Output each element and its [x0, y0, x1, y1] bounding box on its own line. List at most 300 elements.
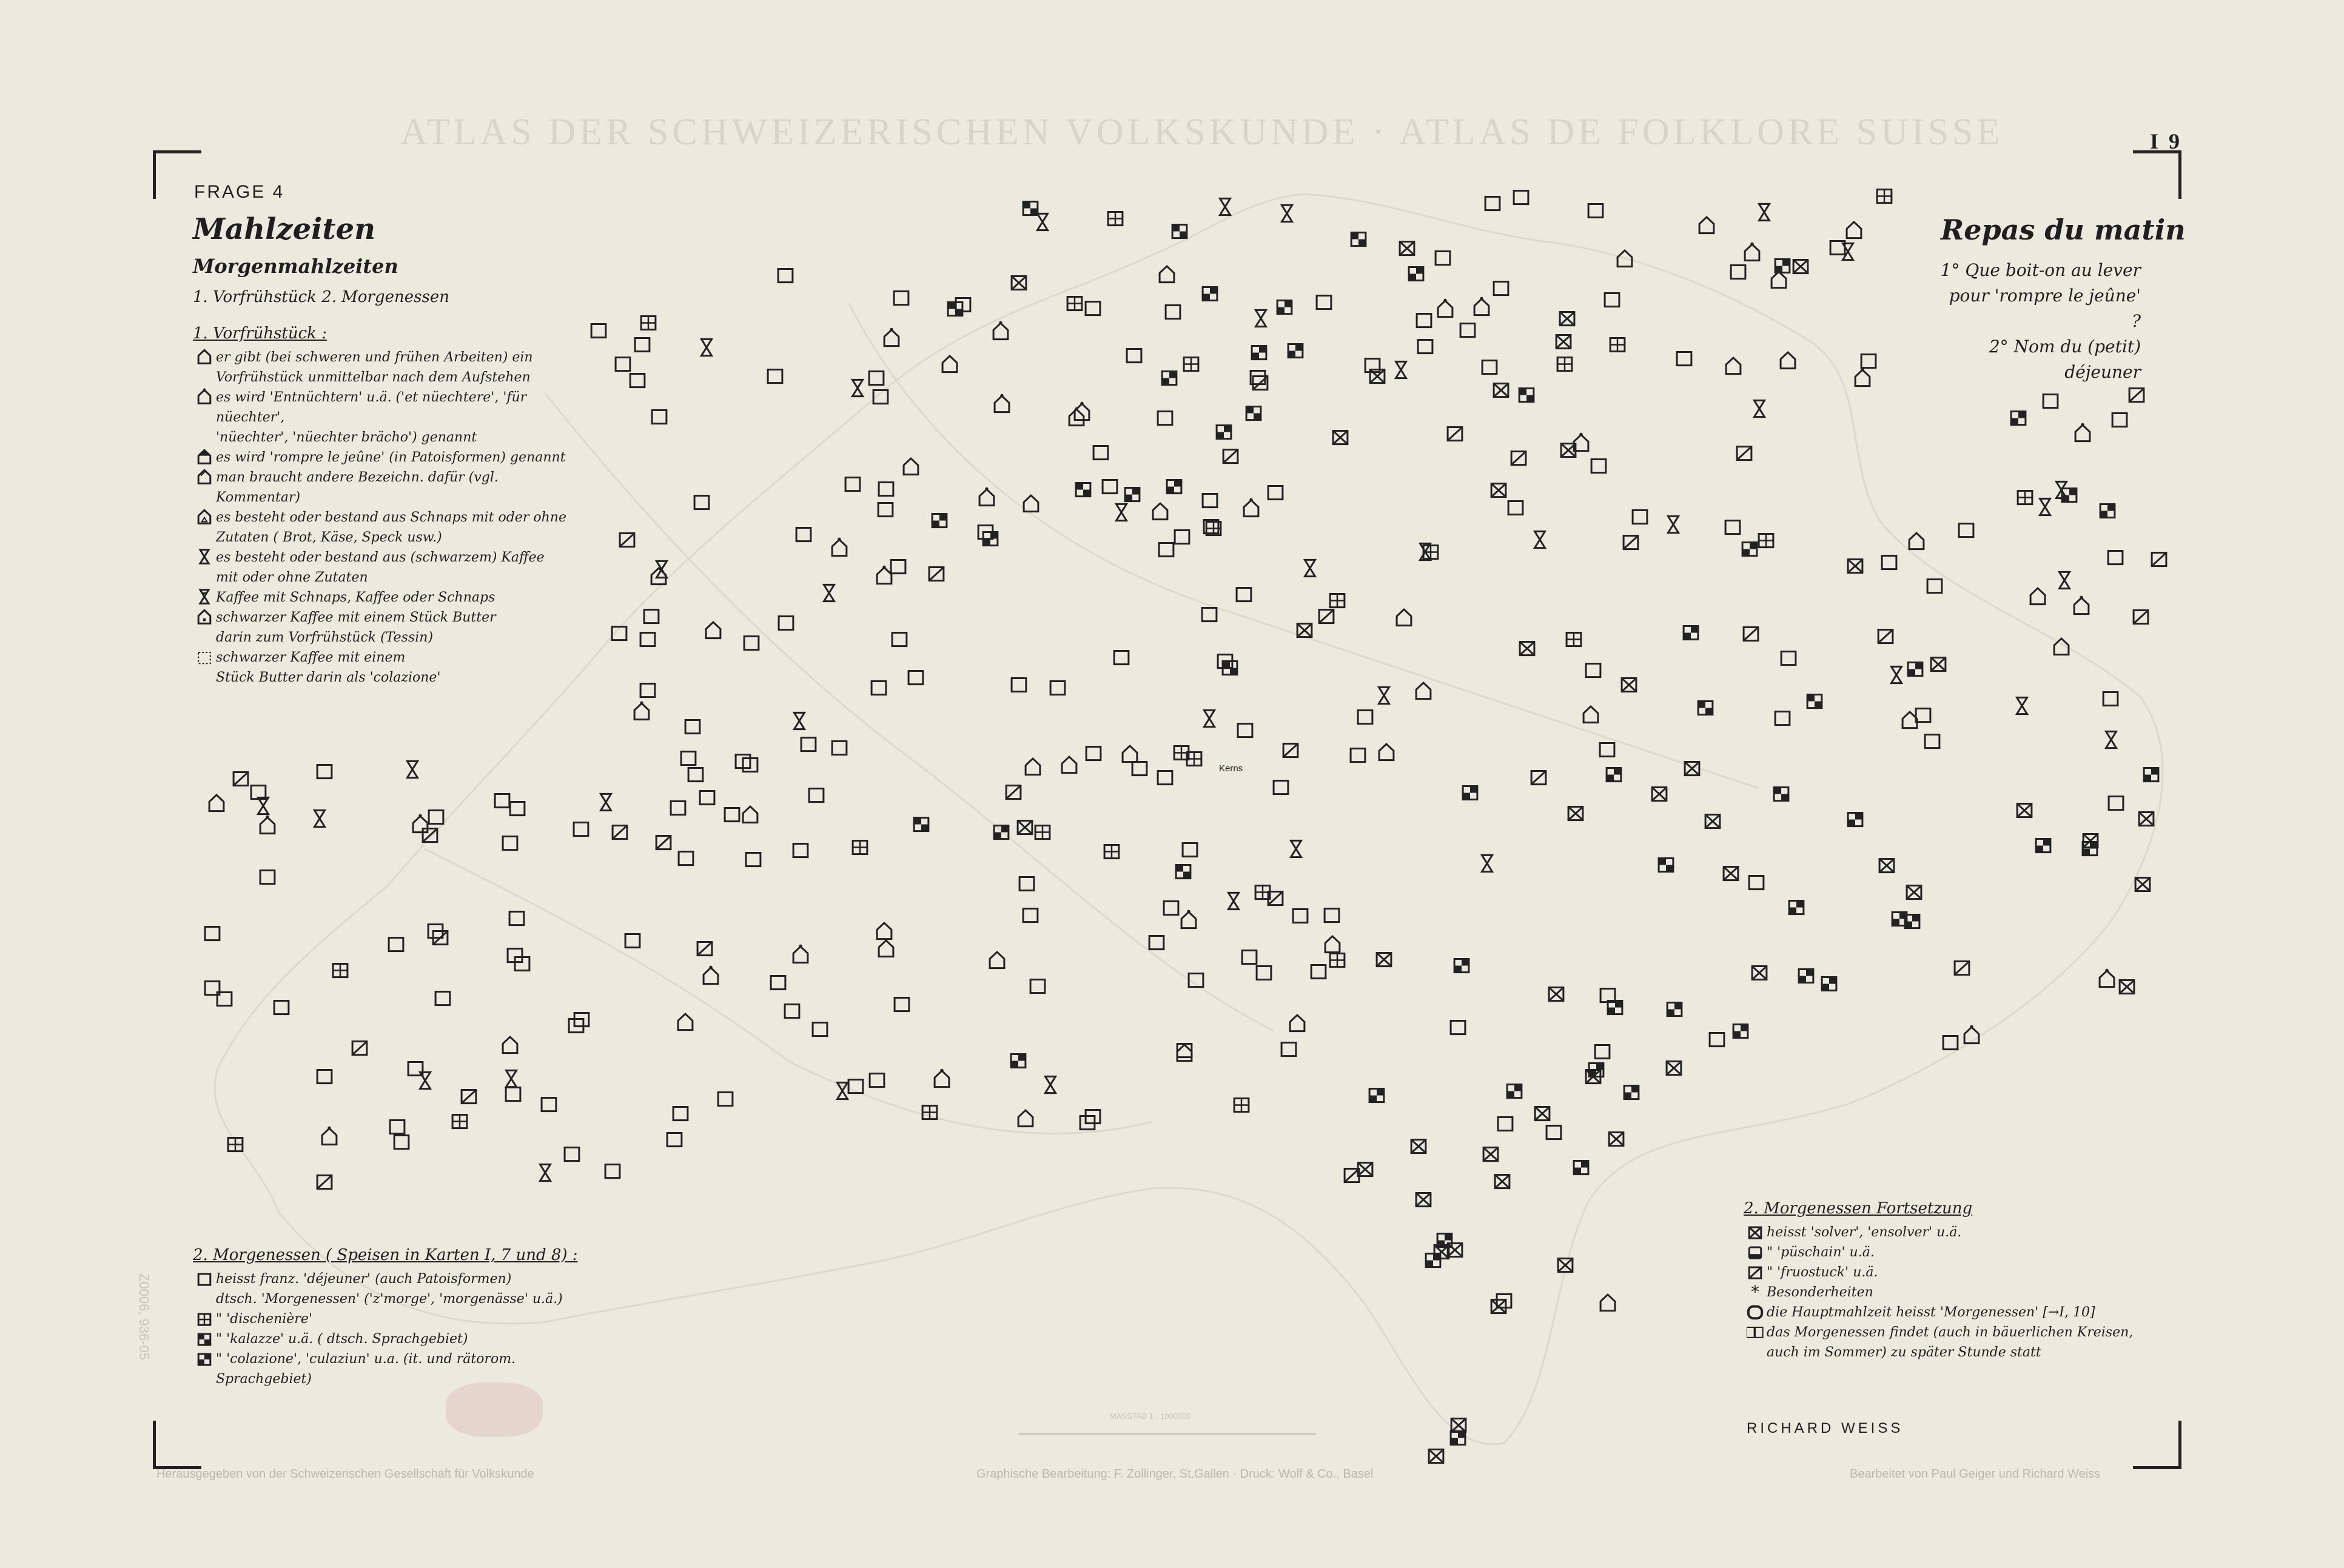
- house-dot-icon: [1438, 299, 1452, 317]
- square-icon: [845, 478, 860, 491]
- square-icon: [1710, 1033, 1724, 1047]
- house-dot-icon: [413, 814, 428, 833]
- checker-square-icon: [1351, 233, 1366, 246]
- house-dot-icon: [1745, 243, 1759, 261]
- square-icon: [1677, 352, 1691, 366]
- legend-row: [1744, 1282, 2180, 1302]
- checker-square-icon: [1659, 859, 1673, 872]
- cross-square-icon: [1483, 1148, 1498, 1161]
- square-icon: [778, 269, 793, 283]
- square-icon: [2103, 692, 2118, 706]
- house-filled-roof-icon: [193, 447, 216, 466]
- legend-text: 'nüechter', 'nüechter brächo') genannt: [216, 430, 477, 445]
- checker-dark-square-icon: [1288, 344, 1303, 358]
- cross-square-icon: [1494, 384, 1508, 397]
- square-icon: [694, 496, 709, 509]
- legend-text: Kaffee mit Schnaps, Kaffee oder Schnaps: [216, 590, 495, 605]
- square-icon: [785, 1005, 799, 1018]
- square-icon: [2112, 414, 2127, 427]
- legend-row: [193, 548, 581, 568]
- cross-square-icon: [1609, 1133, 1624, 1146]
- legend-row: [193, 528, 581, 548]
- square-icon: [1485, 197, 1500, 210]
- hourglass-icon: [1379, 687, 1389, 703]
- grid-square-icon: [641, 317, 656, 330]
- square-icon: [435, 992, 450, 1005]
- house-outline-icon: [1902, 712, 1917, 728]
- cross-square-icon: [1491, 1300, 1506, 1313]
- cross-square-icon: [1560, 312, 1574, 326]
- legend-text: auch im Sommer) zu später Stunde statt: [1767, 1345, 2041, 1360]
- cross-square-icon: [1495, 1175, 1509, 1188]
- hourglass-icon: [408, 761, 418, 777]
- square-icon: [1781, 652, 1796, 665]
- square-icon: [908, 671, 923, 685]
- square-icon: [1498, 1117, 1513, 1131]
- square-icon: [1546, 1126, 1561, 1139]
- house-outline-icon: [879, 940, 893, 957]
- checker-dark-square-icon: [1454, 959, 1469, 973]
- checker-dark-square-icon: [2144, 768, 2158, 782]
- grid-square-icon: [1330, 954, 1345, 967]
- cross-square-icon: [1622, 678, 1636, 692]
- french-question-1b: pour 'rompre le jeûne' ?: [1949, 286, 2141, 331]
- square-icon: [1916, 709, 1930, 722]
- slash-square-icon: [1737, 447, 1751, 460]
- slash-square-icon: [929, 568, 944, 581]
- slash-square-icon: [352, 1042, 367, 1055]
- legend-row: [1744, 1322, 2180, 1342]
- author-name: RICHARD WEISS: [1747, 1420, 1904, 1436]
- square-icon: [1268, 486, 1283, 500]
- ink-stain: [446, 1382, 543, 1437]
- square-icon: [542, 1098, 556, 1111]
- cross-square-icon: [1652, 788, 1667, 801]
- legend-row: [193, 628, 581, 648]
- square-icon: [1927, 580, 1942, 593]
- scale-label: MASSTAB 1 : 1000000: [1110, 1412, 1191, 1421]
- square-icon: [1494, 282, 1508, 295]
- checker-dark-square-icon: [1775, 260, 1790, 273]
- legend-text: Vorfrühstück unmittelbar nach dem Aufstehen: [216, 370, 531, 385]
- legend-rows: [1744, 1222, 2180, 1362]
- square-icon: [1114, 651, 1129, 665]
- atlas-title: ATLAS DER SCHWEIZERISCHEN VOLKSKUNDE · ATLAS DE FOLKLORE SUISSE: [400, 112, 2004, 153]
- house-outline-icon: [1781, 352, 1795, 369]
- checker-square-icon: [914, 818, 929, 831]
- square-icon: [1238, 724, 1252, 737]
- house-dot-icon: [322, 1127, 337, 1145]
- cross-square-icon: [2135, 878, 2150, 891]
- square-icon: [879, 483, 893, 496]
- map-title: Mahlzeiten: [193, 212, 376, 246]
- square-icon: [1882, 556, 1896, 569]
- legend-row: [193, 508, 581, 528]
- legend-heading: 2. Morgenessen Fortsetzung: [1744, 1199, 1973, 1218]
- square-icon: [1508, 501, 1523, 515]
- square-icon: [644, 610, 659, 623]
- slash-square-icon: [2134, 611, 2148, 624]
- square-icon: [1775, 712, 1790, 725]
- hourglass-icon: [1204, 710, 1215, 726]
- checker-dark-square-icon: [932, 514, 947, 528]
- slash-square-icon: [697, 942, 712, 956]
- house-outline-icon: [2030, 588, 2045, 605]
- legend-text: heisst 'solver', 'ensolver' u.ä.: [1767, 1225, 1962, 1240]
- square-icon: [2108, 551, 2123, 565]
- square-icon: [2109, 797, 2123, 810]
- square-icon: [688, 768, 703, 782]
- grid-square-icon: [1035, 826, 1050, 839]
- house-outline-icon: [1583, 706, 1598, 723]
- square-icon: [1050, 682, 1065, 695]
- cross-square-icon: [2139, 812, 2154, 826]
- legend-text: " 'fruostuck' u.ä.: [1767, 1265, 1878, 1280]
- house-dot-icon: [704, 966, 718, 984]
- dotted-square-icon: [193, 648, 216, 666]
- house-outline-icon: [1026, 759, 1040, 775]
- square-icon: [394, 1136, 409, 1149]
- legend-symbol-blank: [1744, 1342, 1767, 1361]
- checker-dark-square-icon: [193, 1349, 216, 1367]
- rounded-square-icon: [1744, 1302, 1767, 1321]
- cross-square-icon: [1451, 1419, 1466, 1432]
- square-icon: [640, 633, 655, 646]
- cross-square-icon: [1556, 335, 1571, 349]
- cross-square-icon: [1931, 658, 1946, 671]
- legend-row: [193, 387, 581, 427]
- square-icon: [1012, 678, 1026, 692]
- cross-square-icon: [1297, 624, 1312, 637]
- square-icon: [495, 794, 509, 808]
- cross-square-icon: [2120, 980, 2134, 994]
- legend-text: Stück Butter darin als 'colazione': [216, 670, 441, 685]
- square-icon: [1103, 480, 1117, 494]
- checker-square-icon: [1076, 483, 1090, 497]
- checker-dark-square-icon: [1799, 970, 1813, 983]
- checker-dark-square-icon: [1125, 488, 1140, 501]
- footer-publisher: Herausgegeben von der Schweizerischen Gesellschaft für Volkskunde: [156, 1467, 534, 1481]
- square-icon: [1237, 588, 1251, 601]
- legend-text: es besteht oder bestand aus (schwarzem) Kaffee: [216, 550, 545, 565]
- square-icon: [317, 1070, 332, 1084]
- legend-row: [193, 347, 581, 367]
- cross-square-icon: [1793, 260, 1808, 273]
- square-icon: [673, 1107, 688, 1121]
- hourglass-icon: [258, 797, 269, 814]
- house-outline-icon: [1416, 683, 1431, 699]
- square-icon: [1274, 781, 1288, 794]
- legend-text: " 'püschain' u.ä.: [1767, 1245, 1875, 1260]
- slash-square-icon: [1319, 610, 1334, 623]
- square-icon: [1731, 266, 1745, 279]
- house-dot-icon: [793, 945, 808, 963]
- slash-square-icon: [1345, 1169, 1359, 1182]
- square-icon: [1158, 771, 1172, 785]
- legend-heading: 1. Vorfrühstück :: [193, 324, 327, 343]
- checker-dark-square-icon: [2100, 504, 2115, 518]
- hourglass-icon: [1396, 361, 1406, 378]
- grid-square-icon: [1567, 633, 1581, 646]
- square-icon: [1351, 749, 1365, 762]
- house-dot-icon: [1069, 407, 1084, 426]
- house-outline-icon: [1325, 936, 1340, 953]
- checker-square-icon: [1172, 225, 1187, 238]
- cross-square-icon: [1568, 807, 1583, 820]
- house-dot-icon: [1244, 498, 1258, 517]
- slash-square-icon: [1223, 450, 1238, 463]
- square-icon: [1861, 355, 1876, 368]
- slash-square-icon: [423, 829, 437, 842]
- checker-dark-square-icon: [1426, 1254, 1440, 1267]
- cross-square-icon: [2017, 804, 2032, 817]
- place-label-kerns: Kerns: [1219, 763, 1243, 774]
- checker-square-icon: [1176, 865, 1190, 879]
- slash-square-icon: [1624, 536, 1638, 549]
- hourglass-icon: [1291, 840, 1301, 857]
- square-icon: [1358, 711, 1372, 724]
- square-icon: [1257, 967, 1271, 980]
- house-dot-icon: [1181, 910, 1196, 928]
- legend-symbol-blank: [193, 668, 216, 686]
- square-icon: [1325, 909, 1339, 922]
- footer-printer: Graphische Bearbeitung: F. Zollinger, St.Gallen · Druck: Wolf & Co., Basel: [976, 1467, 1374, 1481]
- legend-row: [193, 1369, 605, 1389]
- checker-square-icon: [1246, 407, 1261, 420]
- square-icon: [809, 789, 824, 802]
- french-question-1: 1° Que boit-on au lever: [1940, 260, 2141, 280]
- house-dot-icon: [935, 1069, 949, 1087]
- legend-heading: 2. Morgenessen ( Speisen in Karten I, 7 und 8) :: [193, 1246, 578, 1264]
- slash-square-icon: [462, 1090, 476, 1104]
- cross-square-icon: [1724, 867, 1738, 880]
- checker-dark-square-icon: [1908, 663, 1923, 676]
- legend-text: die Hauptmahlzeit heisst 'Morgenessen' [→I, 10]: [1767, 1305, 2095, 1320]
- house-outline-icon: [1062, 757, 1076, 773]
- square-icon: [870, 1074, 884, 1087]
- checker-dark-square-icon: [1011, 1054, 1026, 1068]
- square-icon: [793, 844, 808, 857]
- svg-text:*: *: [1751, 1283, 1759, 1300]
- square-icon: [1460, 324, 1475, 337]
- checker-dark-square-icon: [2011, 412, 2026, 425]
- checker-dark-square-icon: [1369, 1089, 1384, 1102]
- cross-square-icon: [1448, 1244, 1462, 1257]
- square-icon: [1417, 314, 1431, 327]
- hourglass-icon: [1220, 198, 1231, 215]
- cross-square-icon: [1358, 1163, 1372, 1176]
- square-icon: [1317, 296, 1331, 309]
- grid-square-icon: [1610, 338, 1625, 352]
- grid-square-icon: [193, 1309, 216, 1327]
- house-dot-icon: [634, 702, 649, 720]
- grid-square-icon: [1108, 212, 1123, 226]
- cross-square-icon: [1549, 988, 1563, 1001]
- house-dot-icon: [2075, 423, 2090, 441]
- house-outline-icon: [209, 795, 224, 811]
- cross-square-icon: [1535, 1107, 1550, 1121]
- cross-square-icon: [1012, 276, 1026, 290]
- slash-square-icon: [1283, 744, 1298, 757]
- house-dot-icon: [260, 816, 275, 834]
- legend-row: [193, 467, 581, 508]
- hourglass-icon: [1535, 531, 1545, 548]
- square-icon: [640, 684, 655, 697]
- checker-dark-square-icon: [1277, 301, 1292, 314]
- legend-text: schwarzer Kaffee mit einem Stück Butter: [216, 610, 496, 625]
- square-icon: [681, 752, 696, 765]
- legend-text: Besonderheiten: [1767, 1285, 1873, 1300]
- checker-dark-square-icon: [1217, 426, 1231, 439]
- grid-square-icon: [1067, 297, 1082, 310]
- house-outline-icon: [904, 458, 918, 475]
- house-outline-icon: [1290, 1015, 1305, 1031]
- square-icon: [869, 372, 884, 385]
- square-icon: [1436, 252, 1450, 265]
- legend-text: man braucht andere Bezeichn. dafür (vgl. Kommentar): [216, 470, 499, 505]
- house-outline-icon: [706, 622, 720, 638]
- legend-row: [193, 427, 581, 447]
- legend-symbol-blank: [193, 367, 216, 386]
- legend-row: [1744, 1262, 2180, 1282]
- square-icon: [591, 324, 606, 338]
- square-icon: [878, 503, 893, 517]
- house-butter-icon: [193, 608, 216, 626]
- square-icon: [1175, 531, 1189, 544]
- house-dot-icon: [2100, 969, 2114, 987]
- legend-symbol-blank: [193, 628, 216, 646]
- square-icon: [1164, 902, 1178, 915]
- slash-square-icon: [1744, 628, 1758, 641]
- square-icon: [1749, 876, 1764, 890]
- legend-symbol-blank: [193, 427, 216, 446]
- legend-text: " 'colazione', 'culaziun' u.a. (it. und rätorom.: [216, 1352, 516, 1367]
- legend-row: [1744, 1222, 2180, 1242]
- cross-square-icon: [1879, 859, 1894, 873]
- grid-square-icon: [1104, 845, 1119, 859]
- square-icon: [679, 852, 693, 865]
- square-icon: [1588, 204, 1603, 218]
- hourglass-icon: [1892, 666, 1902, 683]
- house-dot-icon: [884, 328, 899, 346]
- square-icon: [317, 765, 332, 779]
- hourglass-icon: [1668, 516, 1679, 532]
- square-icon: [894, 292, 908, 305]
- slash-square-icon: [1531, 771, 1546, 785]
- house-outline-icon: [1018, 1110, 1033, 1127]
- square-icon: [1183, 843, 1197, 857]
- square-icon: [832, 742, 847, 755]
- legend-row: [193, 1269, 605, 1289]
- hourglass-icon: [702, 339, 712, 355]
- square-icon: [871, 682, 886, 695]
- legend-text: mit oder ohne Zutaten: [216, 570, 368, 585]
- checker-dark-square-icon: [1409, 267, 1423, 281]
- legend-row: [193, 367, 581, 387]
- square-icon: [193, 1269, 216, 1287]
- checker-dark-square-icon: [1822, 977, 1836, 991]
- house-dot-icon: [2074, 596, 2089, 614]
- house-dot-icon: [832, 538, 847, 556]
- slash-square-icon: [620, 534, 634, 547]
- hourglass-icon: [853, 380, 863, 396]
- square-icon: [768, 370, 782, 383]
- square-icon: [1925, 735, 1939, 748]
- legend-text: " 'dischenière': [216, 1312, 312, 1327]
- slash-square-icon: [1955, 962, 1969, 975]
- slash-square-icon: [1744, 1262, 1767, 1281]
- legend-text: es wird 'rompre le jeûne' (in Patoisformen) genannt: [216, 450, 566, 465]
- square-icon: [429, 811, 443, 824]
- house-dot-icon: [1474, 297, 1489, 315]
- legend-row: [193, 1289, 605, 1309]
- square-icon: [700, 791, 714, 805]
- hourglass-icon: [420, 1072, 431, 1088]
- house-outline-icon: [1397, 609, 1411, 626]
- grid-square-icon: [1557, 358, 1572, 371]
- cross-square-icon: [1416, 1193, 1431, 1207]
- asterisk-icon: [1744, 1282, 1767, 1301]
- square-icon: [771, 976, 785, 990]
- slash-square-icon: [2129, 389, 2144, 402]
- square-icon: [1605, 293, 1619, 307]
- house-dot-icon: [193, 387, 216, 406]
- question-number: FRAGE 4: [194, 182, 285, 202]
- square-icon: [671, 802, 685, 815]
- slash-square-icon: [1448, 427, 1462, 441]
- legend-row: [1744, 1342, 2180, 1362]
- french-questions: [1935, 258, 2141, 385]
- french-question-2: 2° Nom du (petit) déjeuner: [1989, 337, 2141, 382]
- grid-square-icon: [1330, 594, 1345, 608]
- checker-dark-square-icon: [1574, 1161, 1588, 1174]
- cup-square-icon: [1744, 1242, 1767, 1261]
- hourglass-icon: [1482, 855, 1493, 871]
- checker-dark-square-icon: [1203, 287, 1217, 301]
- legend-row: [193, 588, 581, 608]
- legend-symbol-blank: [193, 568, 216, 586]
- legend-row: [193, 1329, 605, 1349]
- square-icon: [1943, 1036, 1958, 1050]
- legend-text: schwarzer Kaffee mit einem: [216, 650, 406, 665]
- square-icon: [667, 1133, 682, 1147]
- slash-square-icon: [317, 1176, 332, 1189]
- legend-text: es wird 'Entnüchtern' u.ä. ('et nüechtere', 'für nüechter',: [216, 390, 527, 425]
- hourglass-icon: [2106, 731, 2117, 748]
- checker-dark-square-icon: [1684, 626, 1698, 640]
- legend-row: [193, 608, 581, 628]
- legend-row: [193, 447, 581, 467]
- cross-square-icon: [1744, 1222, 1767, 1241]
- hourglass-icon: [1759, 204, 1770, 220]
- square-icon: [2043, 395, 2058, 408]
- legend-text: das Morgenessen findet (auch in bäuerlichen Kreisen,: [1767, 1325, 2134, 1340]
- square-icon: [565, 1148, 579, 1161]
- slash-square-icon: [233, 772, 248, 786]
- square-icon: [1725, 521, 1740, 534]
- checker-dark-square-icon: [1848, 813, 1862, 826]
- checker-square-icon: [1519, 389, 1534, 402]
- grid-square-icon: [1184, 358, 1198, 371]
- square-icon: [746, 853, 761, 866]
- hourglass-icon: [2017, 697, 2027, 714]
- legend-row: [193, 1309, 605, 1329]
- slash-square-icon: [1006, 786, 1021, 799]
- square-icon: [1242, 951, 1257, 964]
- legend-vorfruehstueck: [193, 324, 581, 688]
- hourglass-icon: [1282, 205, 1292, 221]
- square-icon: [1023, 909, 1038, 922]
